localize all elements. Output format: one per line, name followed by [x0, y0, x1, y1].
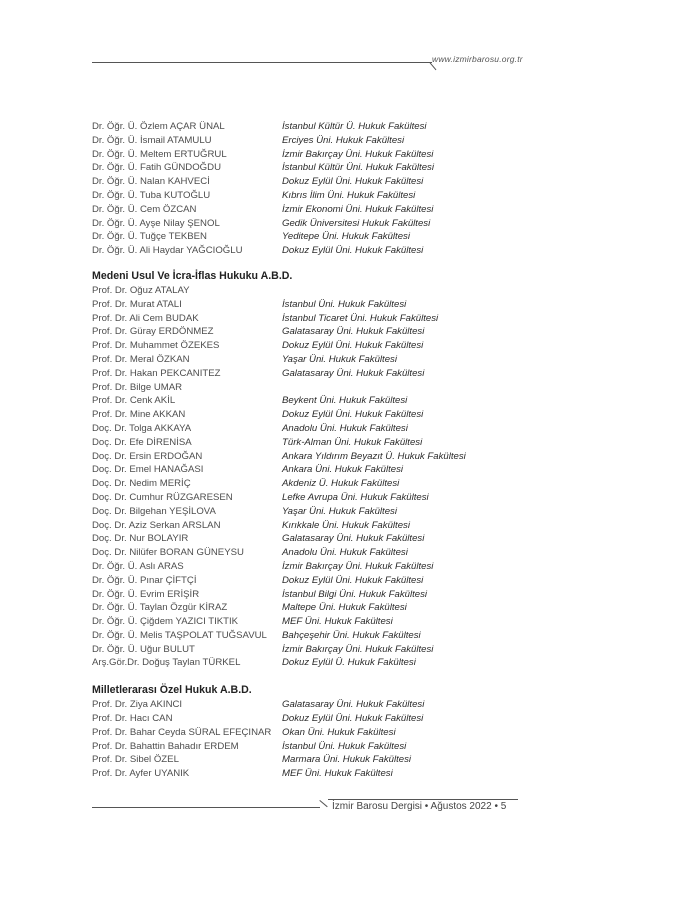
footer-rule	[92, 807, 320, 808]
list-item	[92, 698, 612, 712]
member-affiliation: Dokuz Eylül Üni. Hukuk Fakültesi	[282, 409, 424, 421]
member-affiliation: İzmir Bakırçay Üni. Hukuk Fakültesi	[282, 643, 434, 655]
member-name: Prof. Dr. Hakan PEKCANITEZ	[92, 367, 221, 379]
list-item	[92, 588, 612, 602]
member-name: Doç. Dr. Emel HANAĞASI	[92, 464, 204, 476]
member-name: Prof. Dr. Meral ÖZKAN	[92, 353, 190, 365]
member-name: Doç. Dr. Ersin ERDOĞAN	[92, 450, 203, 462]
member-name: Dr. Öğr. Ü. İsmail ATAMULU	[92, 134, 212, 146]
section-title: Milletlerarası Özel Hukuk A.B.D.	[92, 684, 252, 697]
member-name: Doç. Dr. Nur BOLAYIR	[92, 533, 189, 545]
list-item	[92, 394, 612, 408]
list-item	[92, 325, 612, 339]
member-affiliation: MEF Üni. Hukuk Fakültesi	[282, 768, 393, 780]
member-name: Dr. Öğr. Ü. Nalan KAHVECİ	[92, 176, 210, 188]
list-item	[92, 519, 612, 533]
list-item	[92, 560, 612, 574]
list-item	[92, 230, 612, 244]
list-item	[92, 175, 612, 189]
member-name: Dr. Öğr. Ü. Meltem ERTUĞRUL	[92, 148, 227, 160]
list-item	[92, 615, 612, 629]
member-affiliation: Anadolu Üni. Hukuk Fakültesi	[282, 422, 408, 434]
member-name: Dr. Öğr. Ü. Evrim ERİŞİR	[92, 588, 200, 600]
member-name: Prof. Dr. Güray ERDÖNMEZ	[92, 326, 214, 338]
member-affiliation: Ankara Üni. Hukuk Fakültesi	[282, 464, 404, 476]
list-item	[92, 740, 612, 754]
list-item	[92, 298, 612, 312]
list-item	[92, 505, 612, 519]
list-item	[92, 312, 612, 326]
member-affiliation: İzmir Bakırçay Üni. Hukuk Fakültesi	[282, 560, 434, 572]
list-item	[92, 189, 612, 203]
list-item	[92, 161, 612, 175]
member-affiliation: Akdeniz Ü. Hukuk Fakültesi	[282, 478, 400, 490]
member-affiliation: Galatasaray Üni. Hukuk Fakültesi	[282, 367, 425, 379]
member-affiliation: Erciyes Üni. Hukuk Fakültesi	[282, 134, 405, 146]
member-name: Prof. Dr. Ziya AKINCI	[92, 699, 183, 711]
list-item	[92, 753, 612, 767]
list-item	[92, 491, 612, 505]
member-affiliation: Dokuz Eylül Üni. Hukuk Fakültesi	[282, 713, 424, 725]
member-affiliation: Dokuz Eylül Üni. Hukuk Fakültesi	[282, 245, 424, 257]
list-item	[92, 422, 612, 436]
list-item	[92, 767, 612, 781]
list-item	[92, 381, 612, 395]
member-affiliation: Bahçeşehir Üni. Hukuk Fakültesi	[282, 629, 421, 641]
member-name: Dr. Öğr. Ü. Fatih GÜNDOĞDU	[92, 162, 221, 174]
member-name: Prof. Dr. Mine AKKAN	[92, 409, 186, 421]
section-rows	[92, 698, 612, 781]
member-name: Dr. Öğr. Ü. Cem ÖZCAN	[92, 203, 197, 215]
member-name: Doç. Dr. Nedim MERİÇ	[92, 478, 191, 490]
list-item	[92, 532, 612, 546]
list-item	[92, 463, 612, 477]
member-name: Dr. Öğr. Ü. Ali Haydar YAĞCIOĞLU	[92, 245, 243, 257]
member-name: Dr. Öğr. Ü. Tuba KUTOĞLU	[92, 189, 211, 201]
list-item	[92, 353, 612, 367]
list-item	[92, 726, 612, 740]
list-item	[92, 601, 612, 615]
member-name: Prof. Dr. Ayfer UYANIK	[92, 768, 190, 780]
member-name: Prof. Dr. Bilge UMAR	[92, 381, 183, 393]
header-url: www.izmirbarosu.org.tr	[432, 54, 523, 64]
member-affiliation: İzmir Ekonomi Üni. Hukuk Fakültesi	[282, 203, 434, 215]
member-name: Doç. Dr. Nilüfer BORAN GÜNEYSU	[92, 547, 244, 559]
list-item	[92, 367, 612, 381]
member-name: Prof. Dr. Ali Cem BUDAK	[92, 312, 199, 324]
list-item	[92, 574, 612, 588]
member-affiliation: İzmir Bakırçay Üni. Hukuk Fakültesi	[282, 148, 434, 160]
member-name: Arş.Gör.Dr. Doğuş Taylan TÜRKEL	[92, 657, 241, 669]
member-affiliation: İstanbul Bilgi Üni. Hukuk Fakültesi	[282, 588, 428, 600]
member-affiliation: Galatasaray Üni. Hukuk Fakültesi	[282, 533, 425, 545]
list-item	[92, 120, 612, 134]
member-affiliation: Dokuz Eylül Üni. Hukuk Fakültesi	[282, 340, 424, 352]
list-item	[92, 217, 612, 231]
footer-rule-slope	[319, 800, 327, 807]
member-affiliation: Maltepe Üni. Hukuk Fakültesi	[282, 602, 407, 614]
list-item	[92, 134, 612, 148]
member-name: Prof. Dr. Hacı CAN	[92, 713, 173, 725]
member-name: Prof. Dr. Bahattin Bahadır ERDEM	[92, 740, 239, 752]
section-rows	[92, 120, 612, 258]
section-rows	[92, 284, 612, 670]
member-affiliation: Dokuz Eylül Üni. Hukuk Fakültesi	[282, 574, 424, 586]
member-name: Dr. Öğr. Ü. Çiğdem YAZICI TIKTIK	[92, 616, 239, 628]
member-affiliation: MEF Üni. Hukuk Fakültesi	[282, 616, 393, 628]
member-affiliation: Anadolu Üni. Hukuk Fakültesi	[282, 547, 408, 559]
member-affiliation: Yaşar Üni. Hukuk Fakültesi	[282, 353, 397, 365]
member-name: Doç. Dr. Aziz Serkan ARSLAN	[92, 519, 221, 531]
member-affiliation: Gedik Üniversitesi Hukuk Fakültesi	[282, 217, 431, 229]
list-item	[92, 148, 612, 162]
member-affiliation: Galatasaray Üni. Hukuk Fakültesi	[282, 326, 425, 338]
list-item	[92, 450, 612, 464]
section-unnamed	[92, 120, 612, 258]
section-milletlerarasi-ozel-hukuk	[92, 682, 612, 781]
list-item	[92, 546, 612, 560]
member-name: Dr. Öğr. Ü. Taylan Özgür KİRAZ	[92, 602, 228, 614]
member-affiliation: Kırıkkale Üni. Hukuk Fakültesi	[282, 519, 410, 531]
header-rule	[92, 62, 432, 63]
list-item	[92, 244, 612, 258]
member-name: Dr. Öğr. Ü. Melis TAŞPOLAT TUĞSAVUL	[92, 629, 267, 641]
member-affiliation: Okan Üni. Hukuk Fakültesi	[282, 726, 396, 738]
member-list	[92, 120, 612, 781]
member-affiliation: Kıbrıs İlim Üni. Hukuk Fakültesi	[282, 189, 416, 201]
member-name: Prof. Dr. Murat ATALI	[92, 298, 182, 310]
member-affiliation: Dokuz Eylül Ü. Hukuk Fakültesi	[282, 657, 416, 669]
member-affiliation: Yaşar Üni. Hukuk Fakültesi	[282, 505, 397, 517]
footer-text: İzmir Barosu Dergisi • Ağustos 2022 • 5	[332, 801, 507, 812]
member-name: Prof. Dr. Sibel ÖZEL	[92, 754, 179, 766]
member-affiliation: Ankara Yıldırım Beyazıt Ü. Hukuk Fakültesi	[282, 450, 466, 462]
member-name: Doç. Dr. Cumhur RÜZGARESEN	[92, 491, 233, 503]
member-affiliation: Dokuz Eylül Üni. Hukuk Fakültesi	[282, 176, 424, 188]
footer-top-rule	[328, 799, 518, 800]
member-name: Prof. Dr. Bahar Ceyda SÜRAL EFEÇINAR	[92, 726, 272, 738]
member-name: Dr. Öğr. Ü. Tuğçe TEKBEN	[92, 231, 207, 243]
member-affiliation: Marmara Üni. Hukuk Fakültesi	[282, 754, 412, 766]
member-name: Doç. Dr. Bilgehan YEŞİLOVA	[92, 505, 216, 517]
member-name: Dr. Öğr. Ü. Özlem AÇAR ÜNAL	[92, 121, 225, 132]
member-name: Prof. Dr. Muhammet ÖZEKES	[92, 340, 220, 352]
list-item	[92, 203, 612, 217]
list-item	[92, 643, 612, 657]
member-name: Doç. Dr. Tolga AKKAYA	[92, 422, 192, 434]
member-name: Dr. Öğr. Ü. Aslı ARAS	[92, 560, 184, 572]
list-item	[92, 284, 612, 298]
member-affiliation: Galatasaray Üni. Hukuk Fakültesi	[282, 699, 425, 711]
list-item	[92, 629, 612, 643]
member-name: Prof. Dr. Cenk AKİL	[92, 395, 176, 407]
member-name: Doç. Dr. Efe DİRENİSA	[92, 436, 192, 448]
section-title: Medeni Usul Ve İcra-İflas Hukuku A.B.D.	[92, 269, 293, 282]
member-affiliation: İstanbul Ticaret Üni. Hukuk Fakültesi	[282, 312, 439, 324]
list-item	[92, 436, 612, 450]
member-name: Dr. Öğr. Ü. Ayşe Nilay ŞENOL	[92, 217, 220, 229]
list-item	[92, 656, 612, 670]
member-affiliation: Yeditepe Üni. Hukuk Fakültesi	[282, 231, 410, 243]
member-affiliation: Türk-Alman Üni. Hukuk Fakültesi	[282, 436, 423, 448]
list-item	[92, 477, 612, 491]
member-name: Prof. Dr. Oğuz ATALAY	[92, 284, 190, 296]
member-affiliation: Lefke Avrupa Üni. Hukuk Fakültesi	[282, 491, 429, 503]
member-affiliation: İstanbul Üni. Hukuk Fakültesi	[282, 298, 407, 310]
member-name: Dr. Öğr. Ü. Uğur BULUT	[92, 643, 195, 655]
member-affiliation: İstanbul Kültür Üni. Hukuk Fakültesi	[282, 162, 434, 174]
list-item	[92, 408, 612, 422]
list-item	[92, 339, 612, 353]
member-name: Dr. Öğr. Ü. Pınar ÇİFTÇİ	[92, 574, 197, 586]
list-item	[92, 712, 612, 726]
member-affiliation: Beykent Üni. Hukuk Fakültesi	[282, 395, 408, 407]
member-affiliation: İstanbul Üni. Hukuk Fakültesi	[282, 740, 407, 752]
member-affiliation: İstanbul Kültür Ü. Hukuk Fakültesi	[282, 121, 427, 132]
section-medeni-usul	[92, 268, 612, 670]
